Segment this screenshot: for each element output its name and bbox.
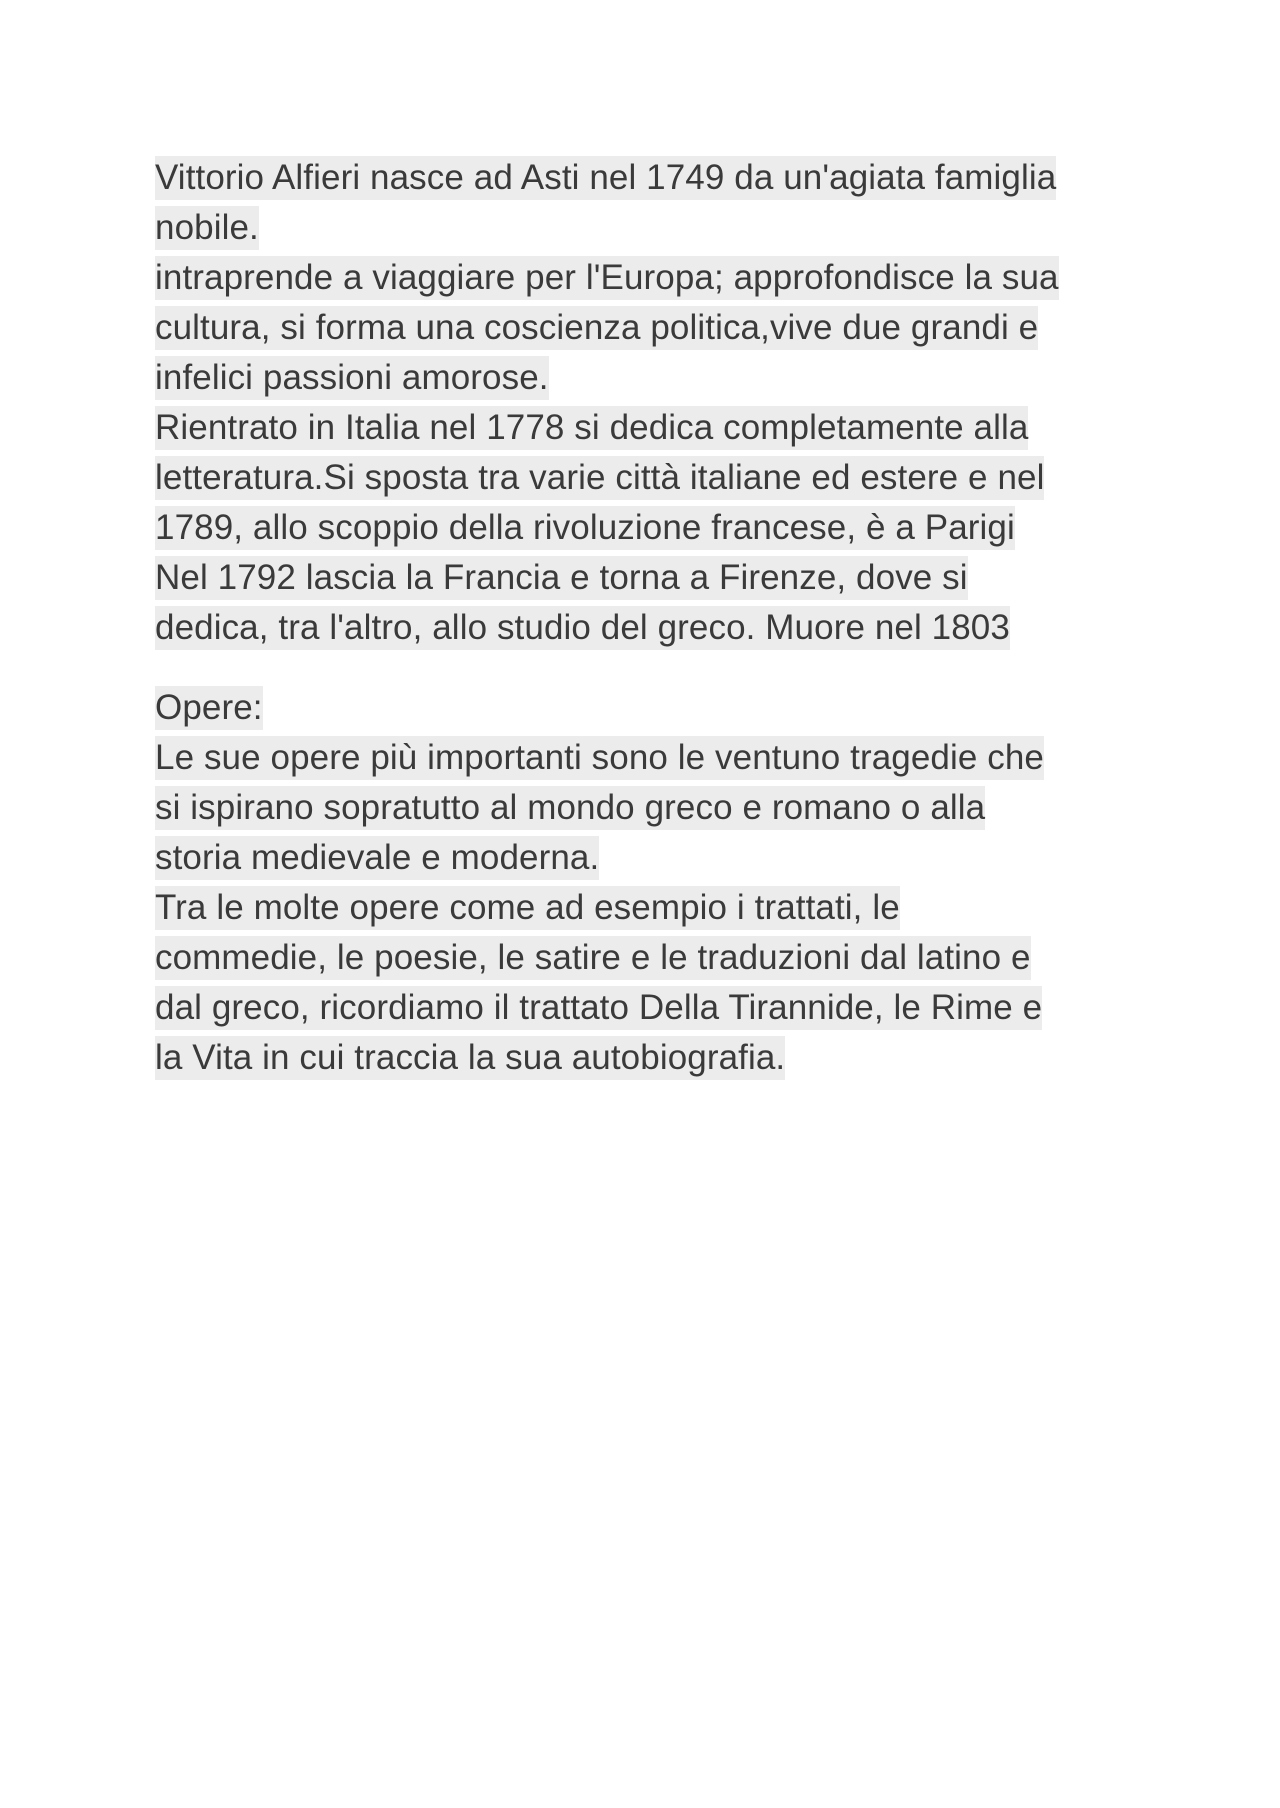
text-line [155,833,1135,883]
works-section [155,683,1135,1083]
highlighted-text: letteratura.Si sposta tra varie città italiane ed estere e nel [155,456,1044,500]
biography-section [155,153,1135,653]
highlighted-text: dedica, tra l'altro, allo studio del greco. Muore nel 1803 [155,606,1010,650]
highlighted-text: nobile. [155,206,259,250]
highlighted-text: la Vita in cui traccia la sua autobiografia. [155,1036,785,1080]
text-line [155,553,1135,603]
highlighted-text: intraprende a viaggiare per l'Europa; approfondisce la sua [155,256,1059,300]
text-line [155,783,1135,833]
text-line [155,303,1135,353]
highlighted-text: dal greco, ricordiamo il trattato Della Tirannide, le Rime e [155,986,1042,1030]
text-line [155,883,1135,933]
highlighted-text: Vittorio Alfieri nasce ad Asti nel 1749 da un'agiata famiglia [155,156,1056,200]
text-line [155,203,1135,253]
highlighted-text: Tra le molte opere come ad esempio i trattati, le [155,886,900,930]
highlighted-text: si ispirano sopratutto al mondo greco e romano o alla [155,786,985,830]
text-line [155,253,1135,303]
highlighted-text: cultura, si forma una coscienza politica,vive due grandi e [155,306,1038,350]
works-heading-line [155,683,1135,733]
text-line [155,1033,1135,1083]
highlighted-text: Nel 1792 lascia la Francia e torna a Firenze, dove si [155,556,968,600]
highlighted-text: infelici passioni amorose. [155,356,549,400]
text-line [155,503,1135,553]
highlighted-text: commedie, le poesie, le satire e le traduzioni dal latino e [155,936,1031,980]
text-line [155,453,1135,503]
text-line [155,403,1135,453]
highlighted-text: storia medievale e moderna. [155,836,599,880]
text-line [155,603,1135,653]
text-line [155,353,1135,403]
text-line [155,733,1135,783]
highlighted-text: Rientrato in Italia nel 1778 si dedica completamente alla [155,406,1028,450]
text-line [155,933,1135,983]
highlighted-text: Le sue opere più importanti sono le ventuno tragedie che [155,736,1044,780]
text-line [155,153,1135,203]
highlighted-text: 1789, allo scoppio della rivoluzione francese, è a Parigi [155,506,1015,550]
text-line [155,983,1135,1033]
works-heading: Opere: [155,686,263,730]
